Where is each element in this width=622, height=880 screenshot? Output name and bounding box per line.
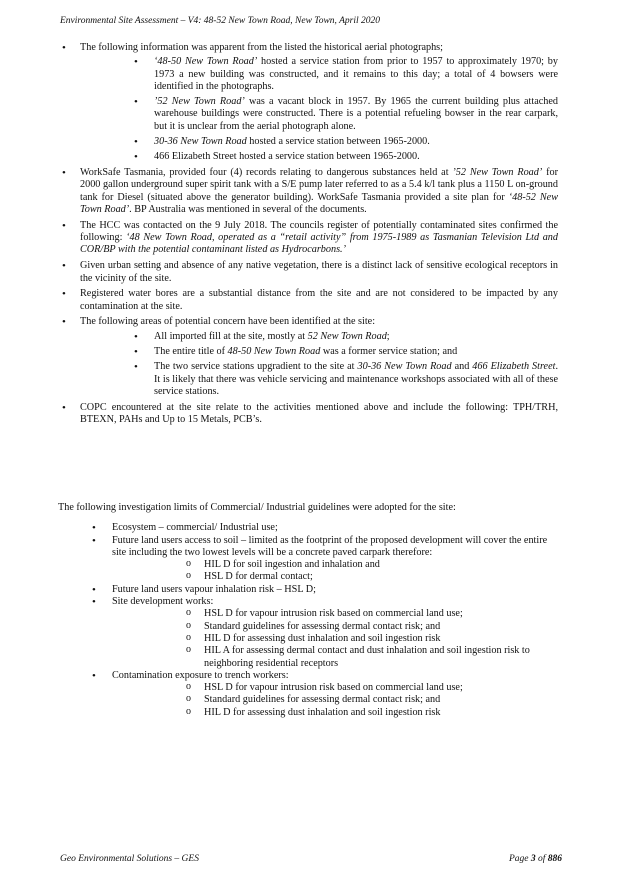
soil-sub-item: o HIL D for soil ingestion and inhalation and xyxy=(112,559,558,571)
concern-item-upgradient: • The two service stations upgradient to the site at 30-36 New Town Road and 466 Elizabeth Street. It is likely that there was vehicle servicing and maintenance workshops associated with all of these service stations. xyxy=(80,361,558,398)
investigation-limits xyxy=(58,502,558,719)
bullet-worksafe: • WorkSafe Tasmania, provided four (4) records relating to dangerous substances held at ’52 New Town Road’ for 2000 gallon underground super spirit tank with a S/E pump later referred to as a 5.4 k/l tank plus a 1150 L on-ground tank for Diesel (situated above the generator building). WorkSafe Tasmania provided a site plan for ‘48-52 New Town Road’. BP Australia was mentioned in several of the documents. xyxy=(58,167,558,216)
bullet-areas-of-concern: • The following areas of potential concern have been identified at the site: • All imported fill at the site, mostly at 52 New Town Road; • The entire title of 48-50 New Town Road was a former service station; and • The two service stations upgradient to the site at 30-36 New Town Road and 466 Elizabeth Street. It is likely that there was vehicle servicing and maintenance workshops associated with all of these service stations. xyxy=(58,316,558,398)
bullet-hcc: • The HCC was contacted on the 9 July 2018. The councils register of potentially contaminated sites confirmed the following: ‘48 New Town Road, operated as a “retail activity” from 1975-1989 as Tasmanian Television Ltd and COR/BP with the potential contaminant listed as Hydrocarbons.’ xyxy=(58,220,558,257)
site-dev-sub-item: o Standard guidelines for assessing dermal contact risk; and xyxy=(112,621,558,633)
footer-company: Geo Environmental Solutions – GES xyxy=(60,854,199,864)
findings-list xyxy=(58,42,558,430)
running-header: Environmental Site Assessment – V4: 48-52 New Town Road, New Town, April 2020 xyxy=(60,16,381,26)
aerial-intro: The following information was apparent from the listed the historical aerial photographs; xyxy=(80,42,443,53)
limit-ecosystem: • Ecosystem – commercial/ Industrial use; xyxy=(58,522,558,534)
site-dev-sub-item: o HSL D for vapour intrusion risk based on commercial land use; xyxy=(112,608,558,620)
trench-sub-item: o HIL D for assessing dust inhalation and soil ingestion risk xyxy=(112,707,558,719)
limit-site-development: • Site development works: o HSL D for vapour intrusion risk based on commercial land use; o Standard guidelines for assessing dermal contact risk; and o HIL D for assessing dust inhalation and soil ingestion risk o HIL A for assessing dermal contact and dust inhalation and soil ingestion risk to neighboring residential receptors xyxy=(58,596,558,670)
limits-intro: The following investigation limits of Commercial/ Industrial guidelines were adopted for the site: xyxy=(58,502,456,513)
trench-sub-item: o HSL D for vapour intrusion risk based on commercial land use; xyxy=(112,682,558,694)
limit-soil-access: • Future land users access to soil – limited as the footprint of the proposed development will cover the entire site including the two lowest levels will be a concrete paved carpark therefore: o HIL D for soil ingestion and inhalation and o HSL D for dermal contact; xyxy=(58,535,558,584)
aerial-item-48-50: • ‘48-50 New Town Road’ hosted a service station from prior to 1957 to approximately 1970; by 1973 a new building was constructed, and it remains to this day; a total of 4 bowsers were identified in the photographs. xyxy=(80,56,558,93)
concern-item-fill: • All imported fill at the site, mostly at 52 New Town Road; xyxy=(80,331,558,343)
bullet-urban-setting: • Given urban setting and absence of any native vegetation, there is a distinct lack of sensitive ecological receptors in the vicinity of the site. xyxy=(58,260,558,285)
bullet-water-bores: • Registered water bores are a substantial distance from the site and are not considered to be impacted by any contamination at the site. xyxy=(58,288,558,313)
concern-item-title: • The entire title of 48-50 New Town Road was a former service station; and xyxy=(80,346,558,358)
aerial-item-30-36: • 30-36 New Town Road hosted a service station between 1965-2000. xyxy=(80,136,558,148)
bullet-aerial-photographs xyxy=(58,42,558,164)
trench-sub-item: o Standard guidelines for assessing dermal contact risk; and xyxy=(112,694,558,706)
soil-sub-item: o HSL D for dermal contact; xyxy=(112,571,558,583)
limit-vapour: • Future land users vapour inhalation risk – HSL D; xyxy=(58,584,558,596)
site-dev-sub-item: o HIL A for assessing dermal contact and dust inhalation and soil ingestion risk to neighboring residential receptors xyxy=(112,645,558,670)
aerial-item-52: • ’52 New Town Road’ was a vacant block in 1957. By 1965 the current building plus attached warehouse buildings were constructed. There is a potential refueling bowser in the rear carpark, but it is unclear from the aerial photograph alone. xyxy=(80,96,558,133)
page-number: Page 3 of 886 xyxy=(508,854,562,864)
site-dev-sub-item: o HIL D for assessing dust inhalation and soil ingestion risk xyxy=(112,633,558,645)
limit-trench-workers: • Contamination exposure to trench workers: o HSL D for vapour intrusion risk based on commercial land use; o Standard guidelines for assessing dermal contact risk; and o HIL D for assessing dust inhalation and soil ingestion risk xyxy=(58,670,558,719)
page-footer xyxy=(60,854,562,864)
bullet-copc: • COPC encountered at the site relate to the activities mentioned above and include the following: TPH/TRH, BTEXN, PAHs and Up to 15 Metals, PCB’s. xyxy=(58,402,558,427)
aerial-item-466: • 466 Elizabeth Street hosted a service station between 1965-2000. xyxy=(80,151,558,163)
